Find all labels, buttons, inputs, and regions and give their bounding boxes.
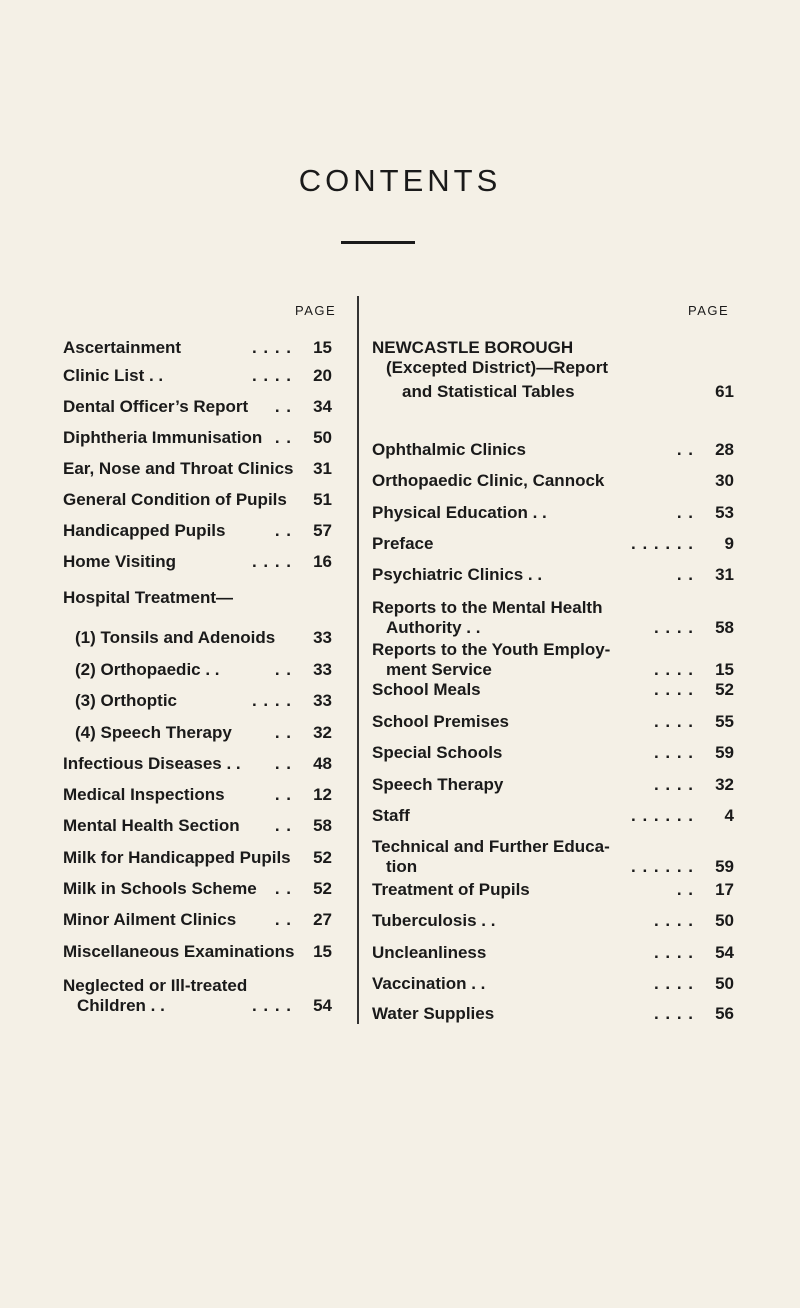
left-page-header: PAGE — [295, 303, 337, 318]
leader-dots: . . — [274, 428, 292, 447]
page-number: 50 — [715, 911, 734, 930]
leader-dots: . . — [274, 816, 292, 835]
page-title: CONTENTS — [298, 163, 502, 198]
entry-label: General Condition of Pupils — [63, 490, 287, 509]
page-number: 4 — [724, 806, 734, 825]
entry-label: Preface — [372, 534, 434, 553]
leader-dots: . . — [274, 754, 292, 773]
entry-label: Psychiatric Clinics . . — [372, 565, 543, 584]
page-number: 56 — [715, 1004, 734, 1023]
page-number: 28 — [715, 440, 734, 459]
page-number: 15 — [715, 660, 734, 679]
page-number: 27 — [313, 910, 332, 929]
page-number: 57 — [313, 521, 332, 540]
entry-label: Miscellaneous Examinations — [63, 942, 295, 961]
entry-label-continued: tion — [386, 857, 418, 876]
entry-label: Tuberculosis . . — [372, 911, 496, 930]
page-number: 32 — [313, 723, 332, 742]
right-page-header: PAGE — [688, 303, 730, 318]
page-number: 48 — [313, 754, 332, 773]
entry-label-continued: Children . . — [77, 996, 165, 1015]
page-number: 51 — [313, 490, 332, 509]
entry-label: Neglected or Ill-treated — [63, 976, 248, 995]
page-number: 15 — [313, 338, 332, 357]
leader-dots: . . . . — [251, 552, 292, 571]
leader-dots: . . . . — [653, 1004, 694, 1023]
page-number: 34 — [313, 397, 332, 416]
leader-dots: . . — [274, 723, 292, 742]
leader-dots: . . — [676, 880, 694, 899]
entry-label: School Premises — [372, 712, 510, 731]
leader-dots: . . — [676, 440, 694, 459]
title-rule — [341, 241, 415, 244]
entry-label: Home Visiting — [63, 552, 177, 571]
entry-label: Milk in Schools Scheme — [63, 879, 257, 898]
page-number: 50 — [715, 974, 734, 993]
page-number: 33 — [313, 691, 332, 710]
leader-dots: . . — [274, 879, 292, 898]
entry-label: Reports to the Mental Health — [372, 598, 603, 617]
page-number: 20 — [313, 366, 332, 385]
entry-label: (3) Orthoptic — [75, 691, 177, 710]
entry-label: Vaccination . . — [372, 974, 486, 993]
leader-dots: . . . . — [251, 996, 292, 1015]
page-number: 53 — [715, 503, 734, 522]
page-number: 61 — [715, 382, 734, 401]
leader-dots: . . . . — [653, 943, 694, 962]
leader-dots: . . . . — [653, 618, 694, 637]
leader-dots: . . . . — [653, 911, 694, 930]
entry-label: Clinic List . . — [63, 366, 164, 385]
leader-dots: . . . . — [251, 691, 292, 710]
page-number: 16 — [313, 552, 332, 571]
entry-label: Special Schools — [372, 743, 503, 762]
leader-dots: . . . . . . — [631, 857, 694, 876]
entry-label: Medical Inspections — [63, 785, 225, 804]
entry-label: Handicapped Pupils — [63, 521, 226, 540]
entry-label: Staff — [372, 806, 410, 825]
page-number: 17 — [715, 880, 734, 899]
entry-label: Reports to the Youth Employ- — [372, 640, 611, 659]
page-number: 58 — [715, 618, 734, 637]
leader-dots: . . . . — [653, 974, 694, 993]
page-number: 12 — [313, 785, 332, 804]
entry-label: NEWCASTLE BOROUGH — [372, 338, 574, 357]
entry-label: Speech Therapy — [372, 775, 504, 794]
entry-label: Hospital Treatment— — [63, 588, 234, 607]
leader-dots: . . . . . . — [631, 806, 694, 825]
entry-label-continued: ment Service — [386, 660, 492, 679]
entry-label: School Meals — [372, 680, 481, 699]
leader-dots: . . — [676, 503, 694, 522]
page-number: 59 — [715, 857, 734, 876]
entry-label: Infectious Diseases . . — [63, 754, 241, 773]
leader-dots: . . . . — [653, 712, 694, 731]
leader-dots: . . — [274, 785, 292, 804]
page-number: 54 — [715, 943, 734, 962]
page-number: 52 — [313, 879, 332, 898]
leader-dots: . . . . — [251, 366, 292, 385]
page-number: 9 — [724, 534, 734, 553]
page-number: 33 — [313, 660, 332, 679]
entry-label: Treatment of Pupils — [372, 880, 530, 899]
entry-label: Water Supplies — [372, 1004, 495, 1023]
page-number: 32 — [715, 775, 734, 794]
entry-label: (1) Tonsils and Adenoids — [75, 628, 276, 647]
leader-dots: . . . . — [653, 775, 694, 794]
page-number: 55 — [715, 712, 734, 731]
page-number: 31 — [313, 459, 332, 478]
column-divider — [357, 296, 359, 1024]
leader-dots: . . — [274, 521, 292, 540]
page-number: 50 — [313, 428, 332, 447]
leader-dots: . . — [274, 910, 292, 929]
leader-dots: . . . . — [251, 338, 292, 357]
entry-label: Ophthalmic Clinics — [372, 440, 526, 459]
page-number: 54 — [313, 996, 332, 1015]
page-number: 52 — [313, 848, 332, 867]
entry-label: Minor Ailment Clinics — [63, 910, 237, 929]
leader-dots: . . — [274, 660, 292, 679]
page-number: 59 — [715, 743, 734, 762]
page-number: 15 — [313, 942, 332, 961]
entry-label-continued: and Statistical Tables — [402, 382, 575, 401]
entry-label: Ascertainment — [63, 338, 182, 357]
leader-dots: . . . . — [653, 743, 694, 762]
entry-label: Milk for Handicapped Pupils — [63, 848, 291, 867]
entry-label: Dental Officer’s Report — [63, 397, 249, 416]
leader-dots: . . — [274, 397, 292, 416]
entry-label: Orthopaedic Clinic, Cannock — [372, 471, 605, 490]
entry-label: Ear, Nose and Throat Clinics — [63, 459, 294, 478]
leader-dots: . . — [676, 565, 694, 584]
entry-label: Physical Education . . — [372, 503, 547, 522]
entry-label: (4) Speech Therapy — [75, 723, 232, 742]
page-number: 58 — [313, 816, 332, 835]
page-number: 33 — [313, 628, 332, 647]
entry-label-continued: Authority . . — [386, 618, 481, 637]
entry-label: (2) Orthopaedic . . — [75, 660, 220, 679]
page-number: 30 — [715, 471, 734, 490]
leader-dots: . . . . . . — [631, 534, 694, 553]
entry-label: Mental Health Section — [63, 816, 240, 835]
page-number: 31 — [715, 565, 734, 584]
leader-dots: . . . . — [653, 660, 694, 679]
entry-label: Technical and Further Educa- — [372, 837, 610, 856]
entry-label-continued: (Excepted District)—Report — [386, 358, 608, 377]
page-number: 52 — [715, 680, 734, 699]
entry-label: Uncleanliness — [372, 943, 487, 962]
leader-dots: . . . . — [653, 680, 694, 699]
entry-label: Diphtheria Immunisation — [63, 428, 263, 447]
